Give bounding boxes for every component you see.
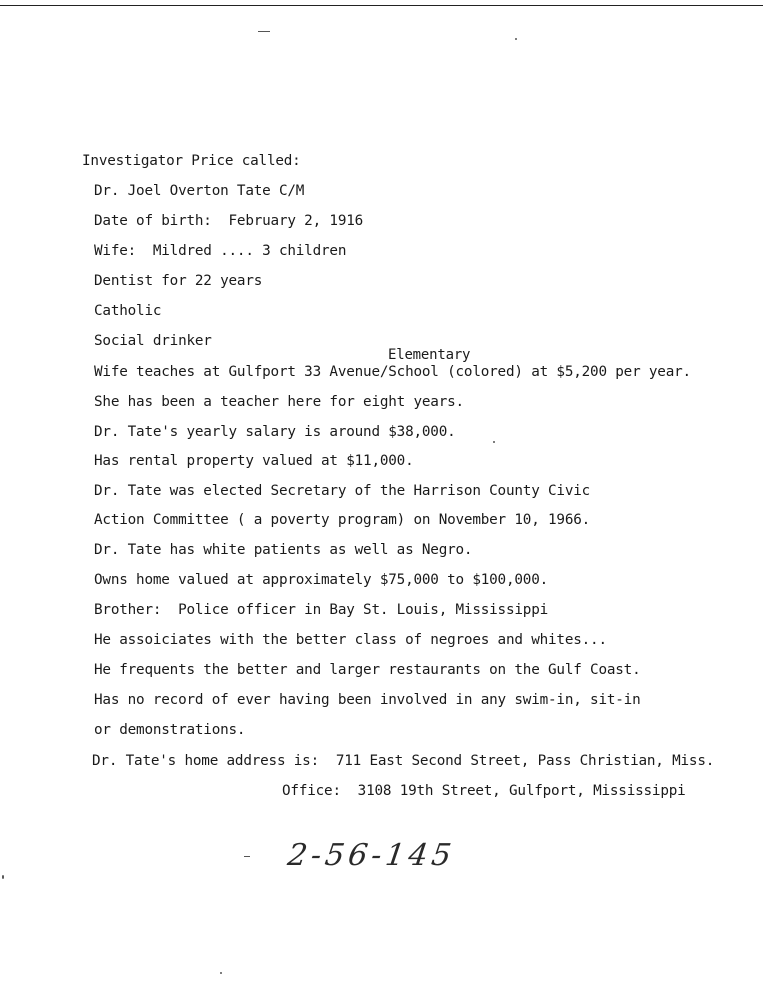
line-elected: Dr. Tate was elected Secretary of the Harrison County Civic (94, 483, 591, 499)
scan-speck (220, 972, 222, 974)
scan-speck (258, 31, 270, 32)
line-brother: Brother: Police officer in Bay St. Louis, Mississippi (94, 602, 549, 618)
line-dentist: Dentist for 22 years (94, 273, 263, 289)
line-record: Has no record of ever having been involved in any swim-in, sit-in (94, 692, 641, 708)
line-name: Dr. Joel Overton Tate C/M (94, 183, 305, 199)
line-wife-teaches: Wife teaches at Gulfport 33 Avenue/School (colored) at $5,200 per year. (94, 364, 691, 380)
line-religion: Catholic (94, 303, 162, 319)
line-drinker: Social drinker (94, 333, 212, 349)
line-wife: Wife: Mildred .... 3 children (94, 243, 347, 259)
line-home-address: Dr. Tate's home address is: 711 East Second Street, Pass Christian, Miss. (92, 753, 715, 769)
line-associates: He assoiciates with the better class of negroes and whites... (94, 632, 607, 648)
line-demonstrations: or demonstrations. (94, 722, 246, 738)
line-salary: Dr. Tate's yearly salary is around $38,000. (94, 424, 456, 440)
document-header: Investigator Price called: (82, 153, 301, 169)
line-frequents: He frequents the better and larger restaurants on the Gulf Coast. (94, 662, 641, 678)
scan-speck (244, 856, 250, 857)
line-home: Owns home valued at approximately $75,000 to $100,000. (94, 572, 549, 588)
handwritten-file-number: 2-56-145 (285, 838, 458, 873)
line-patients: Dr. Tate has white patients as well as Negro. (94, 542, 473, 558)
line-committee: Action Committee ( a poverty program) on November 10, 1966. (94, 512, 591, 528)
scan-speck (2, 875, 4, 879)
line-birth: Date of birth: February 2, 1916 (94, 213, 364, 229)
scan-speck (493, 441, 495, 443)
top-edge-line (0, 5, 763, 6)
line-office: Office: 3108 19th Street, Gulfport, Mississippi (282, 783, 686, 799)
insert-elementary: Elementary (388, 347, 471, 363)
line-teacher-years: She has been a teacher here for eight years. (94, 394, 464, 410)
line-rental: Has rental property valued at $11,000. (94, 453, 414, 469)
scan-speck (515, 38, 517, 40)
